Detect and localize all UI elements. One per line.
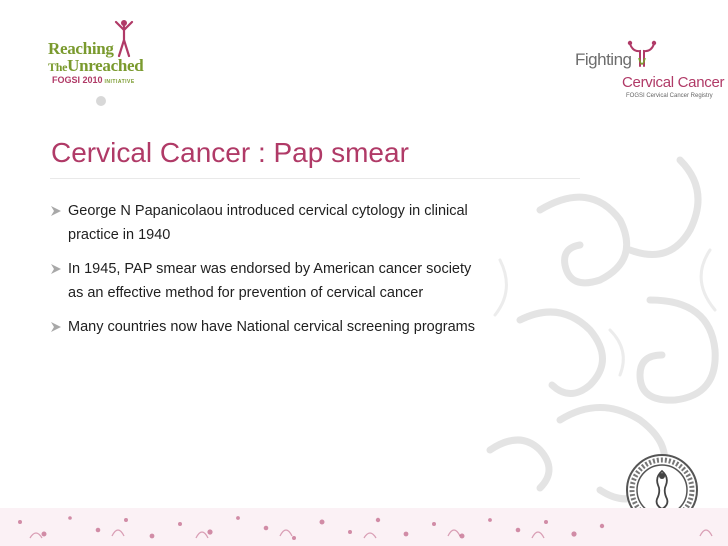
reaching-the-unreached-logo [48, 18, 168, 88]
logo-left-initiative: INITIATIVE [104, 79, 135, 85]
bullet-text: Many countries now have National cervical screening programs [68, 319, 475, 335]
dancing-figure-icon [112, 18, 136, 58]
logo-left-line2-small: The [48, 60, 68, 74]
decorative-bottom-strip [0, 508, 728, 546]
logo-left-line2 [48, 57, 143, 76]
uterus-ribbon-icon [627, 38, 657, 72]
bullet-text: George N Papanicolaou introduced cervical cytology in clinical practice in 1940 [68, 203, 468, 243]
arrowhead-bullet-icon [50, 263, 62, 275]
logo-right-line3: FOGSI Cervical Cancer Registry [626, 93, 713, 99]
logo-left-fogsi: FOGSI 2010 [52, 75, 103, 85]
fighting-cervical-cancer-logo [575, 38, 725, 108]
logo-right-line1: Fighting [575, 50, 632, 69]
title-underline [50, 178, 580, 179]
logo-left-line3 [52, 75, 135, 85]
arrowhead-bullet-icon [50, 321, 62, 333]
bullet-list [48, 199, 488, 349]
bullet-item [48, 199, 488, 247]
bullet-item [48, 257, 488, 305]
slide-title: Cervical Cancer : Pap smear [51, 137, 409, 168]
decorative-dot [96, 96, 106, 106]
bullet-item [48, 315, 488, 339]
logo-left-line2-main: Unreached [67, 56, 144, 75]
logo-left-line1: Reaching [48, 39, 114, 58]
bullet-text: In 1945, PAP smear was endorsed by American cancer society as an effective method for prevention of cervical cancer [68, 261, 472, 301]
logo-right-line2: Cervical Cancer [622, 74, 725, 91]
arrowhead-bullet-icon [50, 205, 62, 217]
